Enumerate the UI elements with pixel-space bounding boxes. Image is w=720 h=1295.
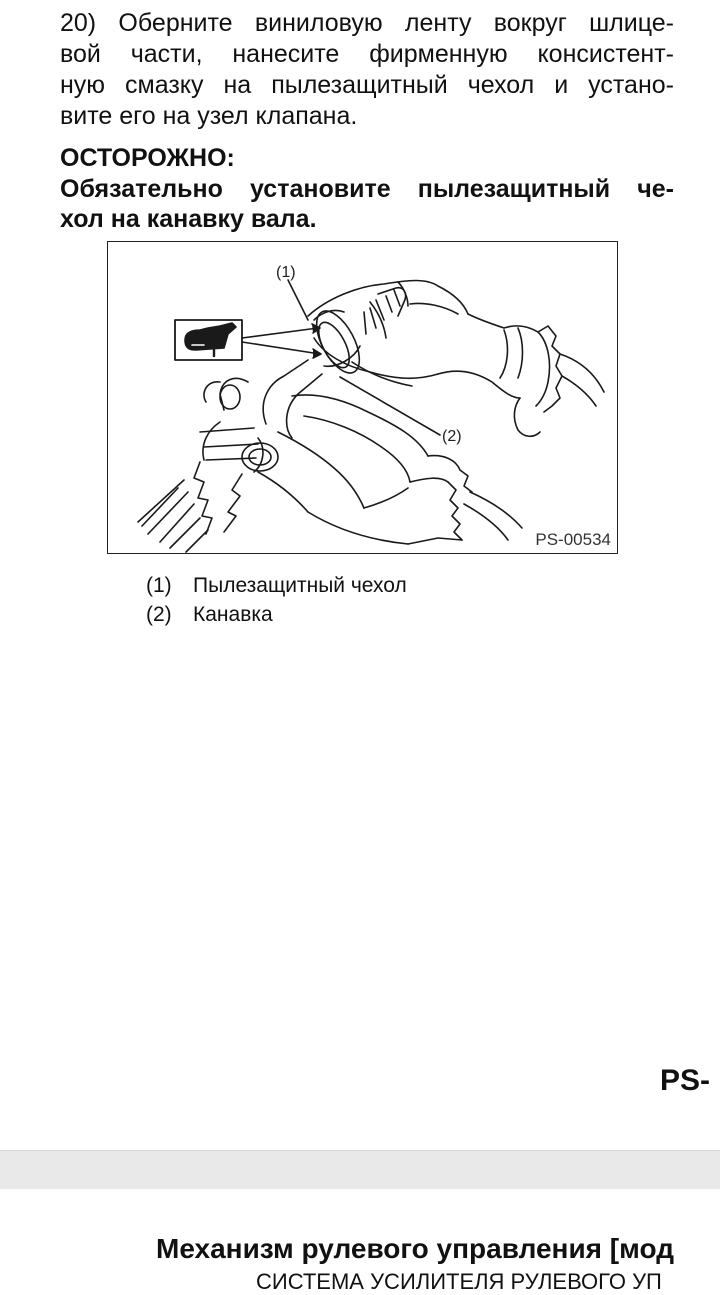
instruction-line: 20) Оберните виниловую ленту вокруг шлице- [60,9,674,37]
figure-legend [146,571,407,629]
page-separator [0,1150,720,1190]
illustration-drawing [108,242,619,555]
caution-line: хол на канавку вала. [60,205,317,233]
caution-line: Обязательно установите пылезащитный че- [60,175,674,203]
caution-text [60,174,674,234]
legend-item [146,600,407,629]
section-subtitle: СИСТЕМА УСИЛИТЕЛЯ РУЛЕВОГО УП [256,1269,662,1294]
instruction-line: ную смазку на пылезащитный чехол и устано- [60,71,674,99]
next-document-page [0,1189,720,1294]
instruction-line: вой части, нанесите фирменную консистент- [60,40,674,68]
caution-title: ОСТОРОЖНО: [60,144,235,172]
callout-label-1: (1) [276,264,296,281]
legend-number: (2) [146,603,172,626]
technical-illustration [107,241,618,554]
legend-number: (1) [146,574,172,597]
page-code: PS- [660,1064,711,1097]
legend-text: Канавка [193,603,273,626]
instruction-line: вите его на узел клапана. [60,102,358,130]
figure-code: PS-00534 [535,530,611,549]
grease-gun-icon [175,320,242,360]
instruction-step-20 [60,8,674,132]
legend-text: Пылезащитный чехол [193,574,407,597]
legend-item [146,571,407,600]
callout-label-2: (2) [442,428,462,445]
section-header: Механизм рулевого управления [мод [156,1233,674,1264]
